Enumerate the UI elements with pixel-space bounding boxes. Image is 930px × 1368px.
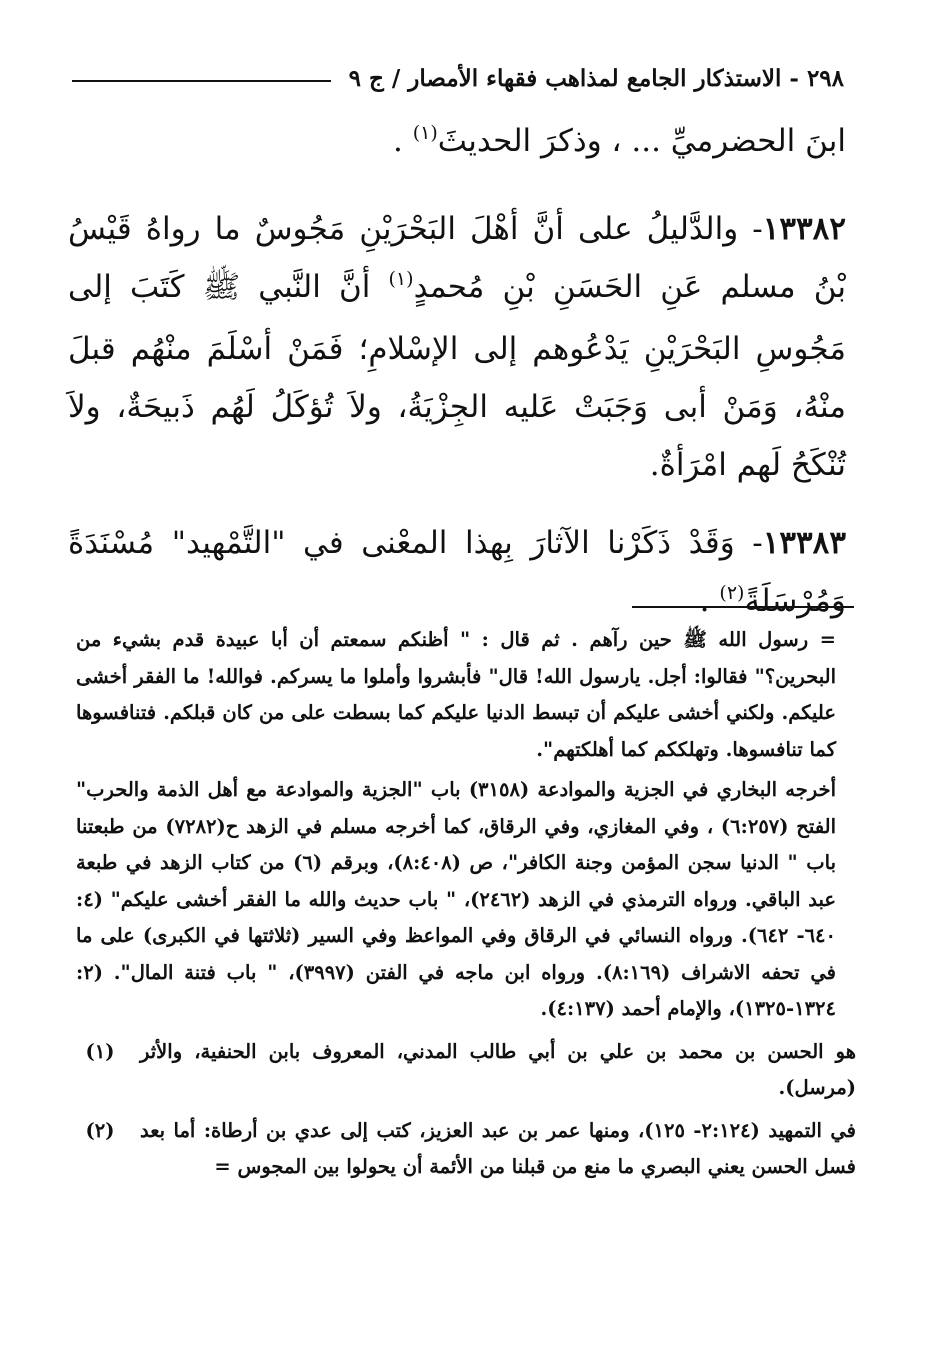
footnote-continuation: = رسول الله ﷺ حين رآهم . ثم قال : " أظنكم سمعتم أن أبا عبيدة قدم بشيء من البحرين؟" فقالوا: أجل. يارسول الله! قال" فأبشروا وأملوا ما يسركم. فوالله! ما الفقر أخشى عليكم. ولكني أخشى عليكم أن تبسط الدنيا عليكم كما بسطت على من كان قبلكم. فتنافسوها كما تنافسوها. وتهلككم كما أهلكتهم".: [76, 628, 836, 761]
footnote-continuation: أخرجه البخاري في الجزية والموادعة (٣١٥٨) باب "الجزية والموادعة مع أهل الذمة والحرب" الفتح (٦:٢٥٧) ، وفي المغازي، وفي الرقاق، كما أخرجه مسلم في الزهد ح(٧٢٨٢) من طبعتنا باب " الدنيا سجن المؤمن وجنة الكافر"، ص (٨:٤٠٨)، وبرقم (٦) من كتاب الزهد في طبعة عبد الباقي. ورواه الترمذي في الزهد (٢٤٦٢)، " باب حديث والله ما الفقر أخشى عليكم" (٤: ٦٤٠- ٦٤٢). ورواه النسائي في الرقاق وفي المواعظ وفي السير (ثلاثتها في الكبرى) على ما في تحفه الاشراف (٨:١٦٩). ورواه ابن ماجه في الفتن (٣٩٩٧)، " باب فتنة المال". (٢: ١٣٢٤-١٣٢٥)، والإمام أحمد (٤:١٣٧).: [76, 778, 836, 1020]
running-header: [72, 58, 844, 98]
footnote-label: في التمهيد: [768, 1118, 857, 1142]
paragraph-13382: [68, 200, 846, 494]
paragraph-number: ١٣٣٨٣: [762, 525, 846, 561]
intro-text: ابنَ الحضرميِّ ... ، وذكرَ الحديثَ: [437, 123, 846, 159]
footnote-marker: (٢): [85, 1118, 115, 1142]
footnote-ref-1[interactable]: (١): [412, 122, 438, 144]
paragraph-text: أنَّ النَّبي ﷺ كَتَبَ إلى مَجُوسِ البَحْرَيْنِ يَدْعُوهم إلى الإسْلامِ؛ فَمَنْ أسْلَمَ منْهُم قبلَ منْهُ، وَمَنْ أبى وَجَبَتْ عَليه الجِزْيَةُ، ولاَ تُؤكَلُ لَهُم ذَبيحَةٌ، ولاَ تُنْكَحُ لَهم امْرَأةٌ.: [68, 269, 846, 483]
paragraph-text: - وَقَدْ ذَكَرْنا الآثارَ بِهذا المعْنى في "التَّمْهيد" مُسْنَدَةً وَمُرْسَلَةً: [68, 525, 846, 619]
intro-end: .: [392, 123, 413, 159]
footnote-separator: [632, 606, 854, 608]
footnotes: [68, 622, 856, 1186]
footnote-text: (٢:١٢٤- ١٢٥)، ومنها عمر بن عبد العزيز، كتب إلى عدي بن أرطاة: أما بعد فسل الحسن يعني البصري ما منع من قبلنا من الأئمة أن يحولوا بين المجوس =: [140, 1118, 856, 1178]
footnote-2: [68, 1113, 856, 1186]
footnote-1: [68, 1034, 856, 1107]
footnote-text: هو الحسن بن محمد بن علي بن أبي طالب المدني، المعروف بابن الحنفية، والأثر (مرسل).: [140, 1039, 856, 1099]
footnote-ref-2[interactable]: (٢): [719, 582, 745, 604]
paragraph-number: ١٣٣٨٢: [762, 211, 846, 247]
main-text: [68, 112, 846, 634]
paragraph-13383: [68, 514, 846, 634]
paragraph-end: .: [699, 583, 720, 619]
header-title: ٢٩٨ - الاستذكار الجامع لمذاهب فقهاء الأمصار / ج ٩: [348, 64, 844, 92]
header-rule: [72, 80, 331, 82]
intro-paragraph: [68, 112, 846, 174]
footnote-ref-1[interactable]: (١): [388, 268, 414, 290]
paragraph-text: - والدَّليلُ على أنَّ أهْلَ البَحْرَيْنِ مَجُوسٌ ما رواهُ قَيْسُ بْنُ مسلم عَنِ الحَسَنِ بْنِ مُحمدٍ: [68, 211, 847, 305]
footnote-body: [132, 1113, 856, 1186]
footnote-marker: (١): [85, 1039, 115, 1063]
